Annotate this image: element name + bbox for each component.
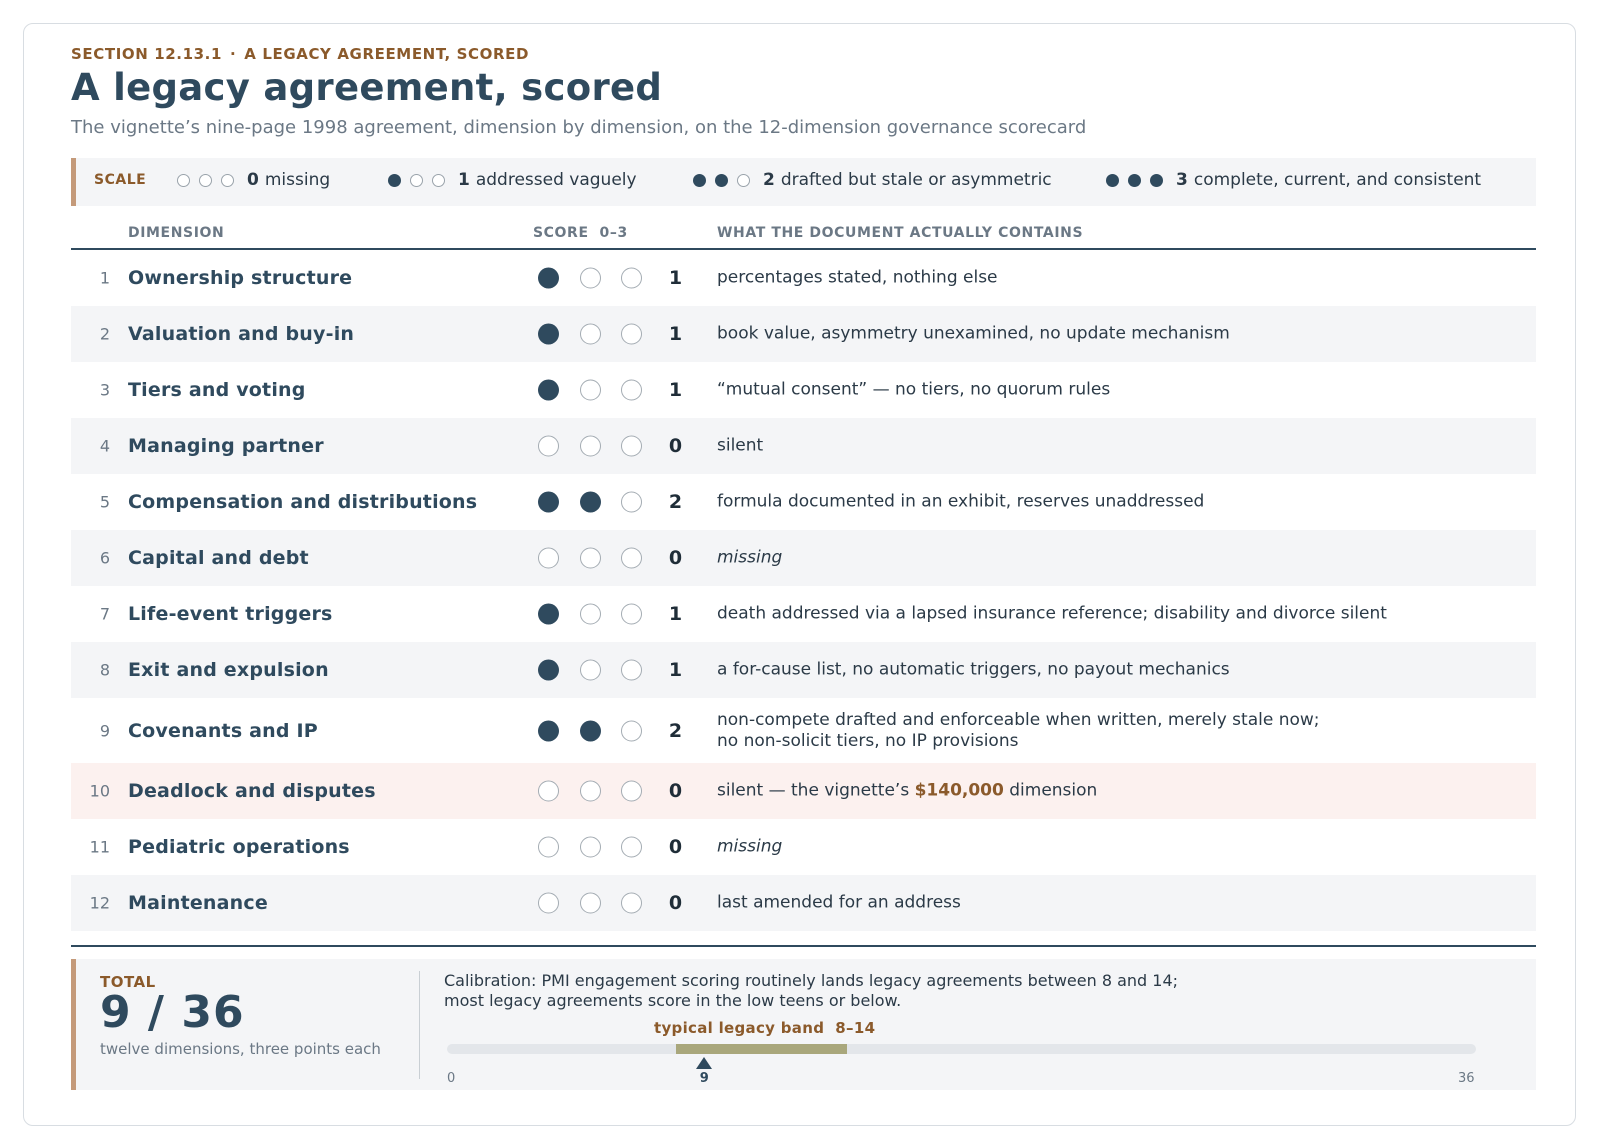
marker-value-label: 9 <box>699 1071 709 1086</box>
dimension-name: Ownership structure <box>128 267 353 289</box>
empty-score-dot-icon <box>621 893 642 914</box>
kicker-separator: · <box>229 45 237 63</box>
dimension-name: Deadlock and disputes <box>128 780 376 802</box>
empty-dot-icon <box>737 174 750 187</box>
dimension-contents: missing <box>717 836 783 857</box>
scale-label: SCALE <box>94 172 147 188</box>
scale-text: drafted but stale or asymmetric <box>780 170 1052 190</box>
section-kicker <box>71 45 529 63</box>
score-value: 1 <box>668 267 683 289</box>
filled-score-dot-icon <box>538 492 559 513</box>
empty-score-dot-icon <box>621 720 642 741</box>
row-number: 6 <box>99 548 110 568</box>
empty-score-dot-icon <box>580 781 601 802</box>
score-dots <box>538 380 648 401</box>
dimension-name: Maintenance <box>128 892 268 914</box>
score-value: 1 <box>668 323 683 345</box>
range-min-label: 0 <box>447 1071 456 1086</box>
score-dots <box>538 660 648 681</box>
dimension-contents: last amended for an address <box>717 892 961 913</box>
row-number: 12 <box>89 893 110 913</box>
empty-score-dot-icon <box>621 268 642 289</box>
score-value: 0 <box>668 780 683 802</box>
contents-line: non-compete drafted and enforceable when written, merely stale now; <box>717 709 1320 730</box>
score-dots <box>538 781 648 802</box>
empty-score-dot-icon <box>580 324 601 345</box>
total-label: TOTAL <box>100 973 156 991</box>
empty-score-dot-icon <box>621 660 642 681</box>
column-header-contents: WHAT THE DOCUMENT ACTUALLY CONTAINS <box>717 225 1084 241</box>
table-row <box>71 306 1536 362</box>
contents-text: dimension <box>1003 780 1098 801</box>
filled-score-dot-icon <box>538 660 559 681</box>
score-value: 1 <box>668 603 683 625</box>
empty-score-dot-icon <box>580 436 601 457</box>
filled-score-dot-icon <box>580 492 601 513</box>
filled-score-dot-icon <box>538 720 559 741</box>
score-dots <box>538 492 648 513</box>
total-panel <box>71 959 1536 1090</box>
score-dots <box>538 837 648 858</box>
table-row <box>71 698 1536 763</box>
scale-text: addressed vaguely <box>475 170 637 190</box>
row-number: 9 <box>99 721 110 740</box>
row-number: 1 <box>99 268 110 288</box>
filled-score-dot-icon <box>538 380 559 401</box>
scale-level-2 <box>693 170 1052 190</box>
score-value: 1 <box>668 379 683 401</box>
empty-score-dot-icon <box>580 837 601 858</box>
empty-score-dot-icon <box>580 893 601 914</box>
dimension-name: Pediatric operations <box>128 836 350 858</box>
dimension-name: Compensation and distributions <box>128 491 478 513</box>
dimension-name: Covenants and IP <box>128 719 318 742</box>
calibration-line: Calibration: PMI engagement scoring routinely lands legacy agreements between 8 and 14; <box>444 971 1179 990</box>
score-range-track <box>447 1044 1476 1054</box>
score-dots <box>538 720 648 741</box>
scale-text: complete, current, and consistent <box>1193 170 1482 190</box>
scale-legend <box>71 158 1536 206</box>
empty-score-dot-icon <box>580 268 601 289</box>
filled-score-dot-icon <box>580 720 601 741</box>
row-number: 2 <box>99 324 110 344</box>
empty-score-dot-icon <box>538 436 559 457</box>
row-number: 3 <box>99 380 110 400</box>
dimension-name: Managing partner <box>128 435 324 457</box>
dimension-name: Valuation and buy-in <box>128 323 355 345</box>
score-dots <box>538 604 648 625</box>
empty-score-dot-icon <box>621 436 642 457</box>
dimension-contents: “mutual consent” — no tiers, no quorum rules <box>717 379 1111 400</box>
section-number: SECTION 12.13.1 <box>71 45 222 63</box>
dimension-name: Life-event triggers <box>128 603 333 625</box>
typical-band-bar <box>676 1044 848 1054</box>
empty-score-dot-icon <box>580 660 601 681</box>
row-number: 7 <box>99 604 110 624</box>
divider <box>419 971 420 1079</box>
filled-score-dot-icon <box>538 268 559 289</box>
row-number: 4 <box>99 436 110 456</box>
scale-score: 0 <box>247 170 259 190</box>
filled-score-dot-icon <box>538 604 559 625</box>
empty-score-dot-icon <box>538 893 559 914</box>
range-max-label: 36 <box>1458 1071 1475 1086</box>
scorecard-table <box>71 250 1536 931</box>
empty-score-dot-icon <box>621 324 642 345</box>
table-row <box>71 250 1536 306</box>
score-value: 0 <box>668 892 683 914</box>
empty-score-dot-icon <box>621 837 642 858</box>
dimension-contents <box>717 781 1097 802</box>
dimension-contents: formula documented in an exhibit, reserves unaddressed <box>717 491 1205 512</box>
dimension-contents: a for-cause list, no automatic triggers, no payout mechanics <box>717 659 1230 680</box>
contents-text: silent — the vignette’s <box>717 780 915 801</box>
score-value: 2 <box>668 491 683 513</box>
empty-score-dot-icon <box>621 548 642 569</box>
page-title: A legacy agreement, scored <box>71 66 663 109</box>
row-number: 10 <box>89 781 110 801</box>
empty-dot-icon <box>432 174 445 187</box>
band-label: typical legacy band 8–14 <box>654 1019 876 1037</box>
empty-dot-icon <box>221 174 234 187</box>
filled-dot-icon <box>693 174 706 187</box>
empty-score-dot-icon <box>538 781 559 802</box>
empty-score-dot-icon <box>580 548 601 569</box>
score-dots <box>538 548 648 569</box>
filled-dot-icon <box>1128 174 1141 187</box>
score-value: 1 <box>668 659 683 681</box>
empty-dot-icon <box>177 174 190 187</box>
dimension-contents: death addressed via a lapsed insurance reference; disability and divorce silent <box>717 603 1387 624</box>
scorecard-card <box>23 23 1576 1126</box>
table-row <box>71 642 1536 698</box>
dimension-contents: silent <box>717 435 764 456</box>
score-value: 0 <box>668 547 683 569</box>
calibration-line: most legacy agreements score in the low teens or below. <box>444 991 902 1010</box>
empty-score-dot-icon <box>621 781 642 802</box>
contents-line: no non-solicit tiers, no IP provisions <box>717 730 1019 751</box>
section-kicker-title: A LEGACY AGREEMENT, SCORED <box>244 45 530 63</box>
score-dots <box>538 436 648 457</box>
filled-dot-icon <box>715 174 728 187</box>
score-dots <box>538 893 648 914</box>
empty-score-dot-icon <box>621 380 642 401</box>
empty-score-dot-icon <box>580 604 601 625</box>
row-number: 11 <box>89 837 110 857</box>
table-row <box>71 362 1536 418</box>
score-marker-icon <box>696 1057 712 1069</box>
table-row <box>71 530 1536 586</box>
filled-dot-icon <box>1150 174 1163 187</box>
empty-score-dot-icon <box>580 380 601 401</box>
table-row <box>71 418 1536 474</box>
table-row <box>71 819 1536 875</box>
scale-score: 3 <box>1176 170 1188 190</box>
scale-score: 2 <box>763 170 775 190</box>
table-header <box>71 223 1536 250</box>
page-subtitle: The vignette’s nine-page 1998 agreement, dimension by dimension, on the 12-dimension governance scorecard <box>71 117 1087 138</box>
empty-dot-icon <box>410 174 423 187</box>
scale-score: 1 <box>458 170 470 190</box>
empty-score-dot-icon <box>538 548 559 569</box>
filled-score-dot-icon <box>538 324 559 345</box>
scale-level-1 <box>388 170 637 190</box>
empty-score-dot-icon <box>538 837 559 858</box>
dimension-name: Exit and expulsion <box>128 659 329 681</box>
total-note: twelve dimensions, three points each <box>100 1040 381 1058</box>
dimension-contents: percentages stated, nothing else <box>717 267 998 288</box>
dimension-name: Tiers and voting <box>128 379 306 401</box>
empty-score-dot-icon <box>621 604 642 625</box>
score-value: 0 <box>668 435 683 457</box>
table-row <box>71 586 1536 642</box>
dimension-contents <box>717 710 1320 752</box>
column-header-score: SCORE 0–3 <box>533 225 628 241</box>
empty-dot-icon <box>199 174 212 187</box>
dollar-amount: $140,000 <box>914 780 1004 801</box>
empty-score-dot-icon <box>621 492 642 513</box>
filled-dot-icon <box>388 174 401 187</box>
dimension-contents: missing <box>717 547 783 568</box>
dimension-name: Capital and debt <box>128 547 309 569</box>
filled-dot-icon <box>1106 174 1119 187</box>
calibration-note <box>444 971 1178 1011</box>
column-header-dimension: DIMENSION <box>128 225 225 241</box>
score-dots <box>538 324 648 345</box>
table-row <box>71 474 1536 530</box>
score-dots <box>538 268 648 289</box>
scale-level-3 <box>1106 170 1481 190</box>
table-row-highlighted <box>71 763 1536 819</box>
table-bottom-rule <box>71 945 1536 947</box>
dimension-contents: book value, asymmetry unexamined, no update mechanism <box>717 323 1230 344</box>
scale-level-0 <box>177 170 330 190</box>
score-value: 2 <box>668 719 683 742</box>
row-number: 8 <box>99 660 110 680</box>
table-row <box>71 875 1536 931</box>
row-number: 5 <box>99 492 110 512</box>
total-score: 9 / 36 <box>100 987 245 1038</box>
score-value: 0 <box>668 836 683 858</box>
scale-text: missing <box>264 170 331 190</box>
